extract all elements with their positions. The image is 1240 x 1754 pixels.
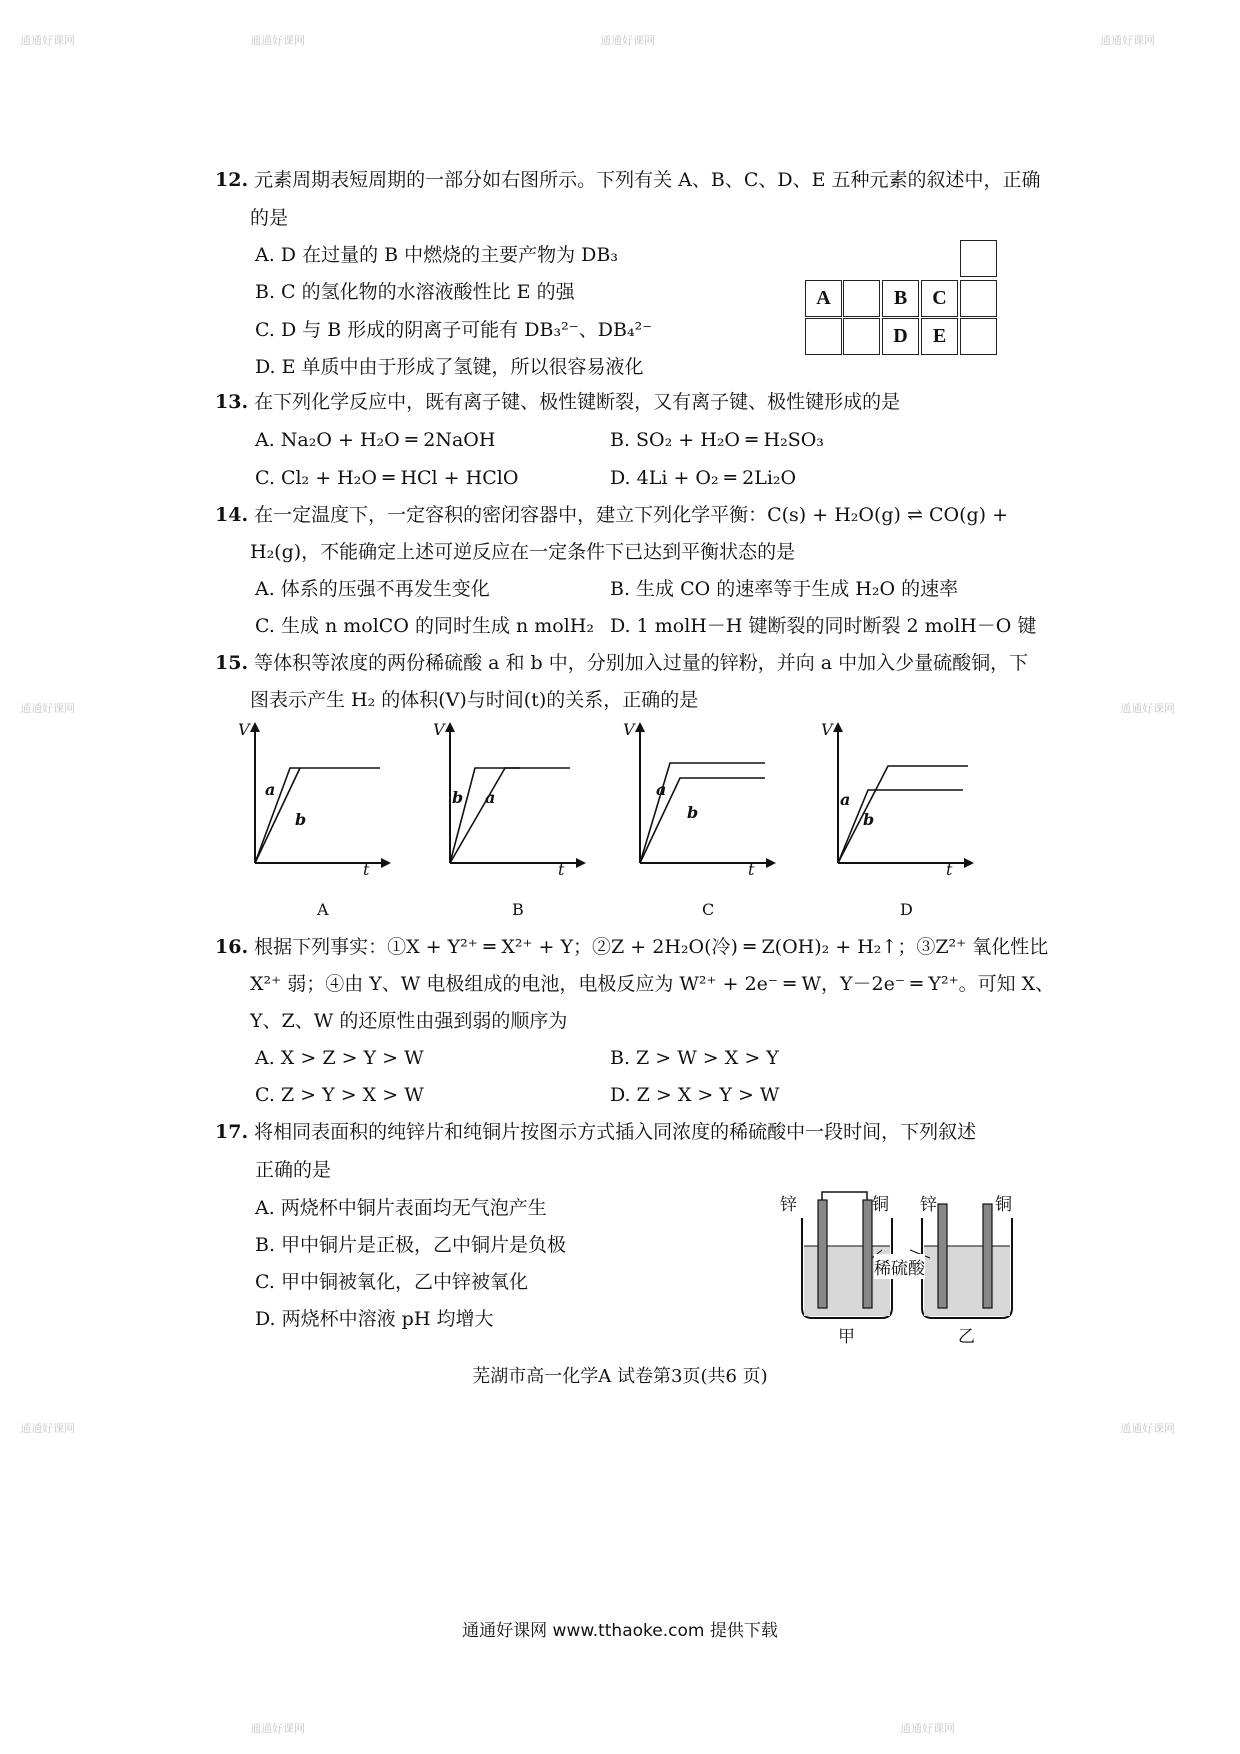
option-d: D. 两烧杯中溶液 pH 均增大 bbox=[255, 1308, 494, 1330]
table-cell-d: D bbox=[882, 318, 919, 355]
curve-label: a bbox=[656, 780, 667, 799]
question-stem-cont: 的是 bbox=[250, 207, 289, 229]
table-cell-e: E bbox=[921, 318, 958, 355]
table-cell-a: A bbox=[805, 280, 842, 317]
axis-label-v: V bbox=[821, 720, 833, 739]
question-stem: 元素周期表短周期的一部分如右图所示。下列有关 A、B、C、D、E 五种元素的叙述中，正确 bbox=[254, 169, 1041, 191]
label-zinc: 锌 bbox=[780, 1195, 797, 1215]
table-cell bbox=[960, 240, 997, 277]
question-stem-cont: Y、Z、W 的还原性由强到弱的顺序为 bbox=[250, 1010, 568, 1032]
watermark-text: 通通好课网 bbox=[1100, 34, 1155, 47]
question-stem: 将相同表面积的纯锌片和纯铜片按图示方式插入同浓度的稀硫酸中一段时间，下列叙述 bbox=[254, 1121, 977, 1143]
option-b: B. SO₂ + H₂O ═ H₂SO₃ bbox=[610, 429, 824, 451]
graph-option-label: B bbox=[512, 900, 524, 919]
axis-label-v: V bbox=[238, 720, 250, 739]
label-jia: 甲 bbox=[838, 1327, 855, 1347]
watermark-text: 通通好课网 bbox=[250, 34, 305, 47]
question-stem: 在下列化学反应中，既有离子键、极性键断裂，又有离子键、极性键形成的是 bbox=[254, 391, 901, 413]
watermark-text: 通通好课网 bbox=[20, 34, 75, 47]
beaker-figure bbox=[780, 1188, 1020, 1348]
label-acid: 稀硫酸 bbox=[874, 1254, 925, 1279]
axis-label-t: t bbox=[748, 860, 755, 879]
curve-label: b bbox=[863, 810, 875, 829]
table-cell bbox=[960, 318, 997, 355]
table-cell bbox=[805, 318, 842, 355]
option-a: A. X > Z > Y > W bbox=[255, 1047, 424, 1069]
option-c: C. D 与 B 形成的阴离子可能有 DB₃²⁻、DB₄²⁻ bbox=[255, 319, 653, 341]
option-c: C. 生成 n molCO 的同时生成 n molH₂ bbox=[255, 615, 594, 637]
curve-label: a bbox=[485, 788, 496, 807]
download-note: 通通好课网 www.tthaoke.com 提供下载 bbox=[462, 1621, 778, 1641]
curve-label: b bbox=[687, 803, 699, 822]
option-d: D. 1 molH－H 键断裂的同时断裂 2 molH－O 键 bbox=[610, 615, 1037, 637]
question-number: 12. bbox=[215, 169, 249, 191]
axis-label-t: t bbox=[946, 860, 953, 879]
curve-label: b bbox=[452, 788, 464, 807]
question-number: 14. bbox=[215, 504, 249, 526]
watermark-text: 通通好课网 bbox=[20, 702, 75, 715]
label-zinc: 锌 bbox=[920, 1195, 937, 1215]
option-c: C. Cl₂ + H₂O ═ HCl + HClO bbox=[255, 467, 519, 489]
curve-label: a bbox=[840, 790, 851, 809]
option-b: B. Z > W > X > Y bbox=[610, 1047, 779, 1069]
graph-c-svg bbox=[620, 718, 780, 878]
graph-option-c bbox=[620, 718, 780, 919]
graph-a-svg bbox=[235, 718, 395, 878]
question-number: 15. bbox=[215, 652, 249, 674]
graph-option-label: D bbox=[900, 900, 913, 919]
option-b: B. 甲中铜片是正极，乙中铜片是负极 bbox=[255, 1234, 567, 1256]
option-a: A. Na₂O + H₂O ═ 2NaOH bbox=[255, 429, 496, 451]
question-stem-cont: 图表示产生 H₂ 的体积(V)与时间(t)的关系，正确的是 bbox=[250, 689, 699, 711]
question-stem-cont: H₂(g)，不能确定上述可逆反应在一定条件下已达到平衡状态的是 bbox=[250, 541, 796, 563]
watermark-text: 通通好课网 bbox=[20, 1422, 75, 1435]
graph-option-d bbox=[818, 718, 978, 919]
watermark-text: 通通好课网 bbox=[1120, 702, 1175, 715]
graph-option-label: A bbox=[317, 900, 329, 919]
option-b: B. 生成 CO 的速率等于生成 H₂O 的速率 bbox=[610, 578, 959, 600]
table-cell-b: B bbox=[882, 280, 919, 317]
option-c: C. Z > Y > X > W bbox=[255, 1084, 424, 1106]
question-stem-cont: X²⁺ 弱；④由 Y、W 电极组成的电池，电极反应为 W²⁺ + 2e⁻ ═ W，Y－2e⁻ ═ Y²⁺。可知 X、 bbox=[250, 973, 1055, 995]
question-stem-cont: 正确的是 bbox=[255, 1159, 332, 1181]
option-a: A. 两烧杯中铜片表面均无气泡产生 bbox=[255, 1197, 547, 1219]
curve-label: b bbox=[295, 810, 307, 829]
question-stem: 根据下列事实：①X + Y²⁺ ═ X²⁺ + Y；②Z + 2H₂O(冷) ═ Z(OH)₂ + H₂↑；③Z²⁺ 氧化性比 bbox=[254, 936, 1049, 958]
watermark-text: 通通好课网 bbox=[1120, 1422, 1175, 1435]
watermark-text: 通通好课网 bbox=[250, 1722, 305, 1735]
label-copper: 铜 bbox=[872, 1195, 889, 1215]
question-number: 17. bbox=[215, 1121, 249, 1143]
option-b: B. C 的氢化物的水溶液酸性比 E 的强 bbox=[255, 281, 575, 303]
axis-label-t: t bbox=[363, 860, 370, 879]
option-d: D. 4Li + O₂ ═ 2Li₂O bbox=[610, 467, 797, 489]
axis-label-v: V bbox=[433, 720, 445, 739]
page-footer-title: 芜湖市高一化学A 试卷第3页(共6 页) bbox=[472, 1366, 768, 1387]
watermark-text: 通通好课网 bbox=[900, 1722, 955, 1735]
table-cell bbox=[843, 318, 880, 355]
watermark-text: 通通好课网 bbox=[600, 34, 655, 47]
table-cell bbox=[843, 280, 880, 317]
option-c: C. 甲中铜被氧化，乙中锌被氧化 bbox=[255, 1271, 528, 1293]
graph-option-a bbox=[235, 718, 395, 919]
curve-label: a bbox=[265, 780, 276, 799]
question-number: 16. bbox=[215, 936, 249, 958]
table-cell bbox=[960, 280, 997, 317]
table-cell-c: C bbox=[921, 280, 958, 317]
axis-label-t: t bbox=[558, 860, 565, 879]
option-d: D. E 单质中由于形成了氢键，所以很容易液化 bbox=[255, 356, 644, 378]
axis-label-v: V bbox=[623, 720, 635, 739]
question-stem: 在一定温度下，一定容积的密闭容器中，建立下列化学平衡：C(s) + H₂O(g) ⇌ CO(g) + bbox=[254, 504, 1009, 526]
option-d: D. Z > X > Y > W bbox=[610, 1084, 780, 1106]
option-a: A. D 在过量的 B 中燃烧的主要产物为 DB₃ bbox=[255, 244, 618, 266]
label-yi: 乙 bbox=[958, 1327, 975, 1347]
question-number: 13. bbox=[215, 391, 249, 413]
option-a: A. 体系的压强不再发生变化 bbox=[255, 578, 490, 600]
question-stem: 等体积等浓度的两份稀硫酸 a 和 b 中，分别加入过量的锌粉，并向 a 中加入少量硫酸铜，下 bbox=[254, 652, 1029, 674]
graph-option-label: C bbox=[702, 900, 715, 919]
graph-option-b bbox=[430, 718, 590, 919]
label-copper: 铜 bbox=[995, 1195, 1012, 1215]
